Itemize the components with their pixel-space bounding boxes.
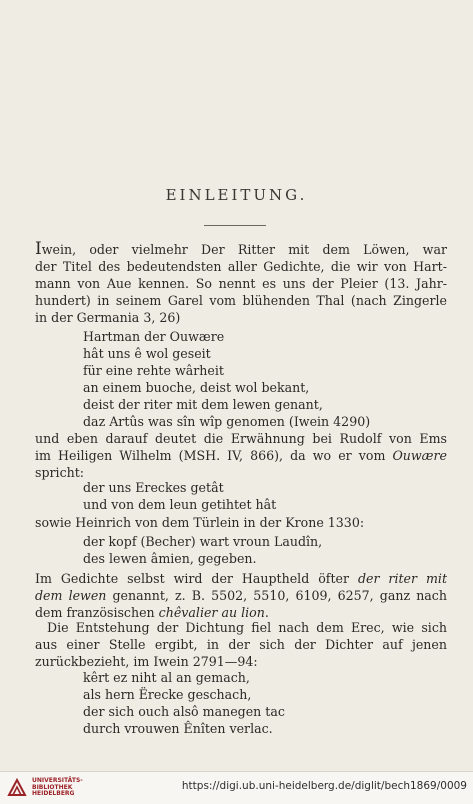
text-line: hundert) in seinem Garel vom blühenden Thal (nach Zingerle bbox=[35, 293, 447, 308]
verse-line: durch vrouwen Ênîten verlac. bbox=[83, 721, 273, 736]
text-line: in der Germania 3, 26) bbox=[35, 310, 181, 325]
paragraph-1 bbox=[35, 241, 447, 326]
verse-block-4 bbox=[35, 669, 447, 737]
text-line: und eben darauf deutet die Erwähnung bei Rudolf von Ems bbox=[35, 431, 447, 446]
text-line: zurückbezieht, im Iwein 2791—94: bbox=[35, 654, 258, 669]
verse-line: des lewen âmien, gegeben. bbox=[83, 551, 257, 566]
verse-block-2 bbox=[35, 479, 447, 513]
verse-block-1 bbox=[35, 328, 447, 430]
verse-line: daz Artûs was sîn wîp genomen (Iwein 4290) bbox=[83, 414, 371, 429]
text-line: mann von Aue kennen. So nennt es uns der Pleier (13. Jahr- bbox=[35, 276, 447, 291]
library-logo-text: UNIVERSITÄTS- BIBLIOTHEK HEIDELBERG bbox=[32, 777, 83, 797]
drop-cap: I bbox=[35, 241, 42, 258]
verse-line: der uns Ereckes getât bbox=[83, 480, 224, 495]
verse-line: für eine rehte wârheit bbox=[83, 363, 224, 378]
paragraph-4 bbox=[35, 570, 447, 621]
paragraph-2 bbox=[35, 430, 447, 481]
viewer-footer bbox=[0, 771, 473, 804]
text-line: dem lewen genannt, z. B. 5502, 5510, 6109, 6257, ganz nach bbox=[35, 588, 447, 603]
text-line: spricht: bbox=[35, 465, 85, 480]
library-logo-icon bbox=[6, 777, 28, 799]
paragraph-3 bbox=[35, 514, 447, 531]
verse-line: der sich ouch alsô manegen tac bbox=[83, 704, 285, 719]
text-line: dem französischen chêvalier au lion. bbox=[35, 605, 269, 620]
text-line: der Titel des bedeutendsten aller Gedichte, die wir von Hart- bbox=[35, 259, 447, 274]
verse-line: an einem buoche, deist wol bekant, bbox=[83, 380, 310, 395]
text-line: Iwein, oder vielmehr Der Ritter mit dem Löwen, war bbox=[35, 241, 447, 258]
paragraph-5 bbox=[35, 619, 447, 670]
verse-line: hât uns ê wol geseit bbox=[83, 346, 211, 361]
verse-line: und von dem leun getihtet hât bbox=[83, 497, 277, 512]
verse-line: der kopf (Becher) wart vroun Laudîn, bbox=[83, 534, 323, 549]
italic-term: Ouwære bbox=[392, 448, 447, 463]
text-line: im Heiligen Wilhelm (MSH. IV, 866), da wo er vom Ouwære bbox=[35, 448, 447, 463]
title-rule bbox=[204, 225, 266, 226]
text-line: aus einer Stelle ergibt, in der sich der Dichter auf jenen bbox=[35, 637, 447, 652]
chapter-title: EINLEITUNG. bbox=[165, 186, 308, 204]
text-line: sowie Heinrich von dem Türlein in der Krone 1330: bbox=[35, 515, 365, 530]
verse-line: Hartman der Ouwære bbox=[83, 329, 225, 344]
text-line: Die Entstehung der Dichtung fiel nach dem Erec, wie sich bbox=[47, 620, 447, 635]
text-line: Im Gedichte selbst wird der Hauptheld öfter der riter mit bbox=[35, 571, 447, 586]
permalink-url[interactable]: https://digi.ub.uni-heidelberg.de/diglit/bech1869/0009 bbox=[181, 780, 467, 792]
verse-block-3 bbox=[35, 533, 447, 567]
verse-line: kêrt ez niht al an gemach, bbox=[83, 670, 250, 685]
verse-line: deist der riter mit dem lewen genant, bbox=[83, 397, 323, 412]
verse-line: als hern Ërecke geschach, bbox=[83, 687, 252, 702]
